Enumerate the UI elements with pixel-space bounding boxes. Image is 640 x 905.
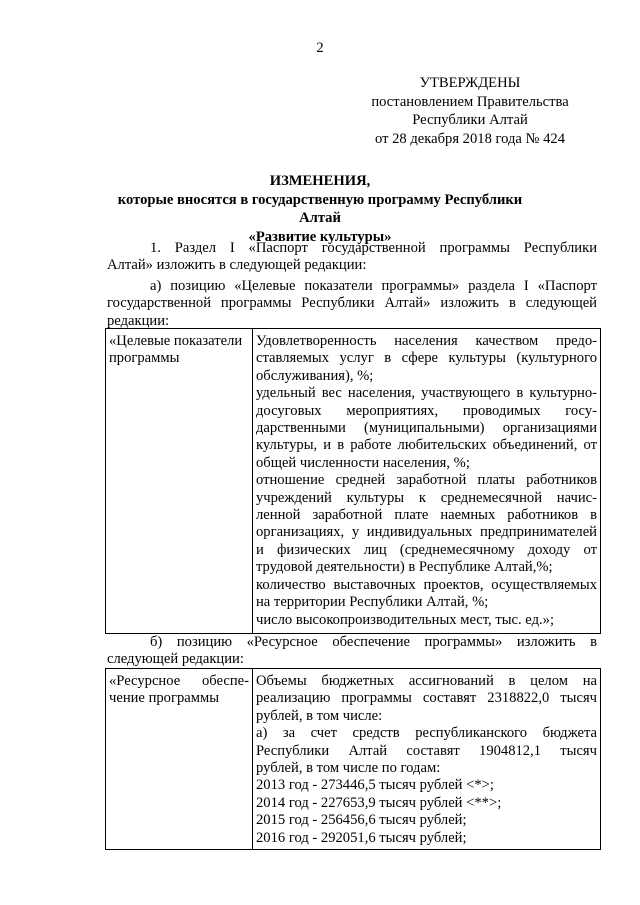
approval-line-1: постановлением Правительства — [371, 93, 569, 110]
targets-value-line: дарственными (муниципальными) организациями — [256, 420, 597, 437]
targets-value-line: ставляемых услуг в сфере культуры (культурного — [256, 350, 597, 367]
targets-label-cell — [106, 329, 253, 634]
resources-value-cell — [253, 669, 601, 850]
resources-table — [105, 668, 601, 850]
targets-label-line-1: «Целевые показатели — [109, 333, 243, 349]
paragraph-a-line-1: а) позицию «Целевые показатели программы» раздела I «Паспорт — [150, 278, 597, 294]
paragraph-a-line-2: государственной программы Республики Алтай» изложить в следующей — [107, 295, 597, 312]
paragraph-b — [107, 634, 597, 669]
table-row — [106, 329, 601, 634]
resources-value-line: Объемы бюджетных ассигнований в целом на — [256, 673, 597, 689]
targets-value-cell — [253, 329, 601, 634]
targets-value-line: общей численности населения, %; — [256, 454, 470, 471]
paragraph-1 — [107, 240, 597, 275]
targets-value-line: ленной заработной плате наемных работников в — [256, 507, 597, 524]
paragraph-1-line-2: Алтай» изложить в следующей редакции: — [107, 257, 367, 274]
resources-value-line: 2016 год - 292051,6 тысяч рублей; — [256, 829, 467, 846]
approval-line-3: от 28 декабря 2018 года № 424 — [374, 130, 566, 147]
targets-value-line: число высокопроизводительных мест, тыс. ед.»; — [256, 611, 555, 628]
resources-value-line: 2014 год - 227653,9 тысяч рублей <**>; — [256, 794, 502, 811]
approval-title: УТВЕРЖДЕНЫ — [419, 75, 521, 91]
paragraph-1-line-1: 1. Раздел I «Паспорт государственной программы Республики — [150, 240, 597, 256]
resources-label-line-1: «Ресурсное обеспе- — [109, 673, 249, 689]
document-heading — [100, 172, 540, 246]
targets-value-line: трудовой деятельности) в Республике Алтай,%; — [256, 559, 553, 576]
paragraph-b-line-1: б) позицию «Ресурсное обеспечение программы» изложить в — [150, 634, 597, 650]
targets-value-line: досуговых мероприятиях, проводимых госу- — [256, 402, 597, 419]
resources-value-line: 2013 год - 273446,5 тысяч рублей <*>; — [256, 777, 494, 794]
targets-label-line-2: программы — [109, 350, 180, 367]
targets-value-line: культуры, и в работе любительских объединений, от — [256, 437, 597, 454]
targets-value-line: на территории Республики Алтай, %; — [256, 594, 489, 611]
paragraph-a — [107, 278, 597, 330]
resources-label-cell — [106, 669, 253, 850]
targets-value-line: отношение средней заработной платы работников — [256, 472, 597, 489]
targets-value-line: количество выставочных проектов, осуществляемых — [256, 576, 597, 593]
approval-block — [340, 74, 600, 148]
targets-table — [105, 328, 601, 634]
targets-value-line: удельный вес населения, участвующего в культурно- — [256, 385, 597, 402]
resources-value-line: реализацию программы составят 2318822,0 тысяч — [256, 690, 597, 707]
paragraph-b-line-2: следующей редакции: — [107, 651, 244, 668]
resources-value-line: рублей, в том числе: — [256, 707, 383, 724]
targets-value-line: организациях, у индивидуальных предпринимателей — [256, 524, 597, 541]
targets-value-line: учреждений культуры к среднемесячной начис- — [256, 489, 597, 506]
targets-value-line: обслуживания), %; — [256, 367, 374, 384]
heading-line-2: «Развитие культуры» — [248, 228, 392, 245]
paragraph-a-line-3: редакции: — [107, 312, 170, 329]
heading-title: ИЗМЕНЕНИЯ, — [269, 173, 371, 189]
table-row — [106, 669, 601, 850]
resources-value-line: 2015 год - 256456,6 тысяч рублей; — [256, 812, 467, 829]
resources-value-line: рублей, в том числе по годам: — [256, 760, 441, 777]
resources-value-line: Республики Алтай составят 1904812,1 тысяч — [256, 742, 597, 759]
resources-label-line-2: чение программы — [109, 690, 220, 707]
heading-line-1: которые вносятся в государственную программу Республики Алтай — [117, 191, 523, 226]
resources-value-line: а) за счет средств республиканского бюджета — [256, 725, 597, 742]
page-number: 2 — [316, 40, 324, 56]
targets-value-line: Удовлетворенность населения качеством предо- — [256, 333, 597, 349]
approval-line-2: Республики Алтай — [412, 112, 528, 128]
targets-value-line: и физических лиц (среднемесячному доходу от — [256, 541, 597, 558]
